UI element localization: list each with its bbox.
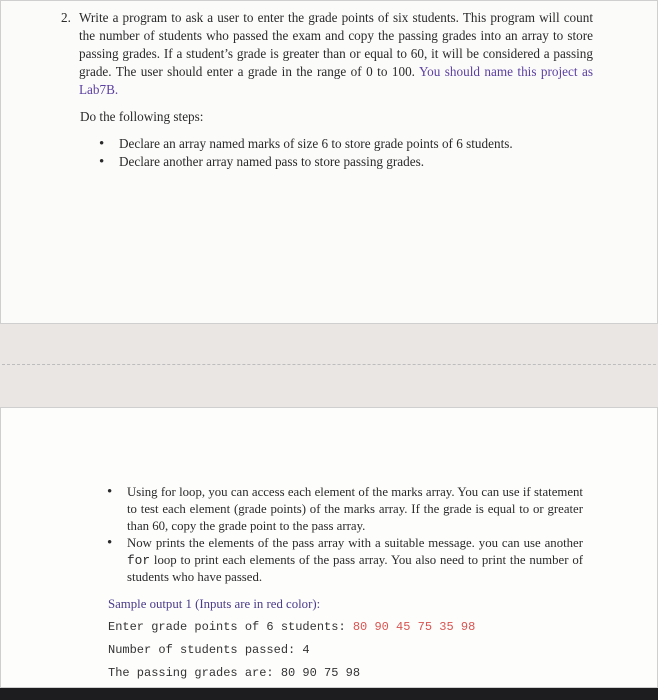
bullet-icon: • bbox=[99, 154, 105, 170]
steps-list-continued bbox=[105, 484, 583, 586]
inline-code: for bbox=[127, 553, 151, 568]
steps-list bbox=[97, 135, 513, 171]
question-paragraph bbox=[61, 9, 593, 99]
list-item bbox=[105, 484, 583, 535]
sample-prompt-line bbox=[108, 620, 475, 634]
project-name-note: You should name this project as Lab7B. bbox=[79, 64, 593, 97]
list-item bbox=[105, 535, 583, 586]
bullet-icon: • bbox=[107, 535, 113, 551]
list-item bbox=[97, 153, 513, 171]
step-text: Declare an array named marks of size 6 to store grade points of 6 students. bbox=[119, 136, 513, 151]
step-text-part: Now prints the elements of the pass array with a suitable message. you can use another bbox=[127, 536, 583, 550]
sample-output-heading: Sample output 1 (Inputs are in red color): bbox=[108, 597, 321, 611]
step-text: Using for loop, you can access each element of the marks array. You can use if statement to test each element (grade points) of the marks array. If the grade is equal to or greater than 60, copy the grade point to the pass array. bbox=[127, 485, 583, 533]
question-number: 2. bbox=[61, 10, 71, 25]
sample-passed-line: Number of students passed: 4 bbox=[108, 643, 310, 657]
bullet-icon: • bbox=[99, 136, 105, 152]
page-separator bbox=[2, 364, 656, 365]
document-page-top bbox=[0, 0, 658, 324]
steps-heading: Do the following steps: bbox=[80, 109, 204, 124]
prompt-input-values: 80 90 45 75 35 98 bbox=[352, 620, 476, 634]
list-item bbox=[97, 135, 513, 153]
question-text: Write a program to ask a user to enter the grade points of six students. This program will count the number of students who passed the exam and copy the passing grades into an array to store passing grades. If a student’s grade is greater than or equal to 60, it will be considered a passing grade. The user should enter a grade in the range of 0 to 100. bbox=[79, 10, 593, 79]
prompt-text: Enter grade points of 6 students: bbox=[108, 620, 346, 634]
step-text: Declare another array named pass to store passing grades. bbox=[119, 154, 425, 169]
sample-grades-line: The passing grades are: 80 90 75 98 bbox=[108, 666, 361, 680]
question-body bbox=[79, 9, 593, 99]
bullet-icon: • bbox=[107, 484, 113, 500]
step-text-part: loop to print each elements of the pass array. You also need to print the number of students who have passed. bbox=[127, 553, 583, 584]
bottom-dark-strip bbox=[0, 688, 658, 700]
